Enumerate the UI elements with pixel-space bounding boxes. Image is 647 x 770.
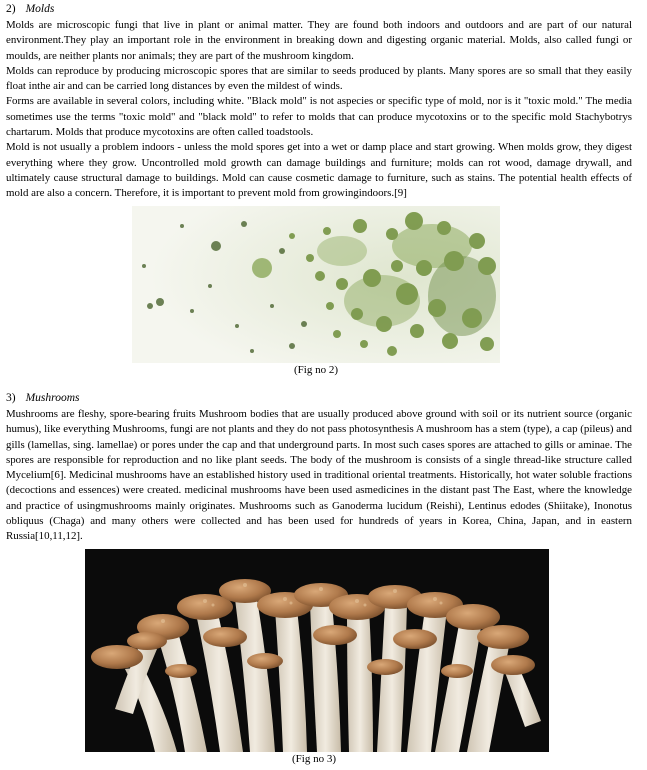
molds-paragraph: Molds can reproduce by producing microscopic spores that are similar to seeds produced by plants. Many spores are so small that they easily float inthe air and can be carried long distances by even the mildest of winds. xyxy=(6,64,632,93)
molds-body xyxy=(6,18,632,202)
section-title: Molds xyxy=(25,3,55,15)
mold-illustration xyxy=(132,206,500,363)
mushrooms-paragraph: Mushrooms are fleshy, spore-bearing fruits Mushroom bodies that are usually produced above ground with soil or its nutrient source (organic humus), like everything Mushrooms, fungi are not plants and they do not pass photosynthesis A mushroom has a stem (type), a cap (pileus) and gills (lamellas, sing. lamellae) or pores under the cap and that underground parts. In most such cases spores are attached to gills or aminae. The spores are responsible for reproduction and no like plant seeds. The body of the mushroom is consists of a single thread-like structure called Mycelium[6]. Medicinal mushrooms have an established history used in traditional oriental treatments. Historically, hot water soluble fractions (decoctions and essences) were created. medicinal mushrooms have been used asmedicines in the distant past The East, where the knowledge and practice of usingmushrooms mainly originates. Mushrooms such as Ganoderma lucidum (Reishi), Lentinus edodes (Shiitake), Inonotus obliquus (Chaga) and many others were collected and has been used for hundreds of years in Korea, China, Japan, and in eastern Russia[10,11,12]. xyxy=(6,408,632,543)
mushroom-illustration xyxy=(85,549,549,752)
molds-paragraph: Mold is not usually a problem indoors - unless the mold spores get into a wet or damp place and start growing. When molds grow, they digest everything where they grow. Uncontrolled mold growth can damage buildings and furniture; molds can rot wood, damage drywall, and ultimately cause structural damage to buildings. Mold can cause cosmetic damage to furniture, such as stains. The potential health effects of mold are also a concern. Therefore, it is important to prevent mold from growingindoors.[9] xyxy=(6,141,632,200)
section-number: 2) xyxy=(6,3,16,15)
section-heading-mushrooms xyxy=(6,392,79,404)
figure-caption-2: (Fig no 2) xyxy=(294,364,338,376)
figure-mold-image xyxy=(132,206,500,363)
figure-caption-3: (Fig no 3) xyxy=(292,753,336,765)
mushrooms-body xyxy=(6,407,632,545)
figure-mushroom-image xyxy=(85,549,549,752)
molds-paragraph: Forms are available in several colors, including white. "Black mold" is not aspecies or specific type of mold, nor is it "toxic mold." The media sometimes use the terms "toxic mold" and "black mold" to refer to molds that can produce mycotoxins or to the specific mold Stachybotrys chartarum. Molds that produce mycotoxins are often called toadstools. xyxy=(6,95,632,139)
section-number: 3) xyxy=(6,392,16,404)
section-heading-molds xyxy=(6,3,54,15)
molds-paragraph: Molds are microscopic fungi that live in plant or animal matter. They are found both indoors and outdoors and are part of our natural environment.They play an important role in the environment in breaking down and digesting organic material. Molds, also called fungi or moulds, are neither plants nor animals; they are part of the mushroom kingdom. xyxy=(6,19,632,62)
section-title: Mushrooms xyxy=(25,392,80,404)
